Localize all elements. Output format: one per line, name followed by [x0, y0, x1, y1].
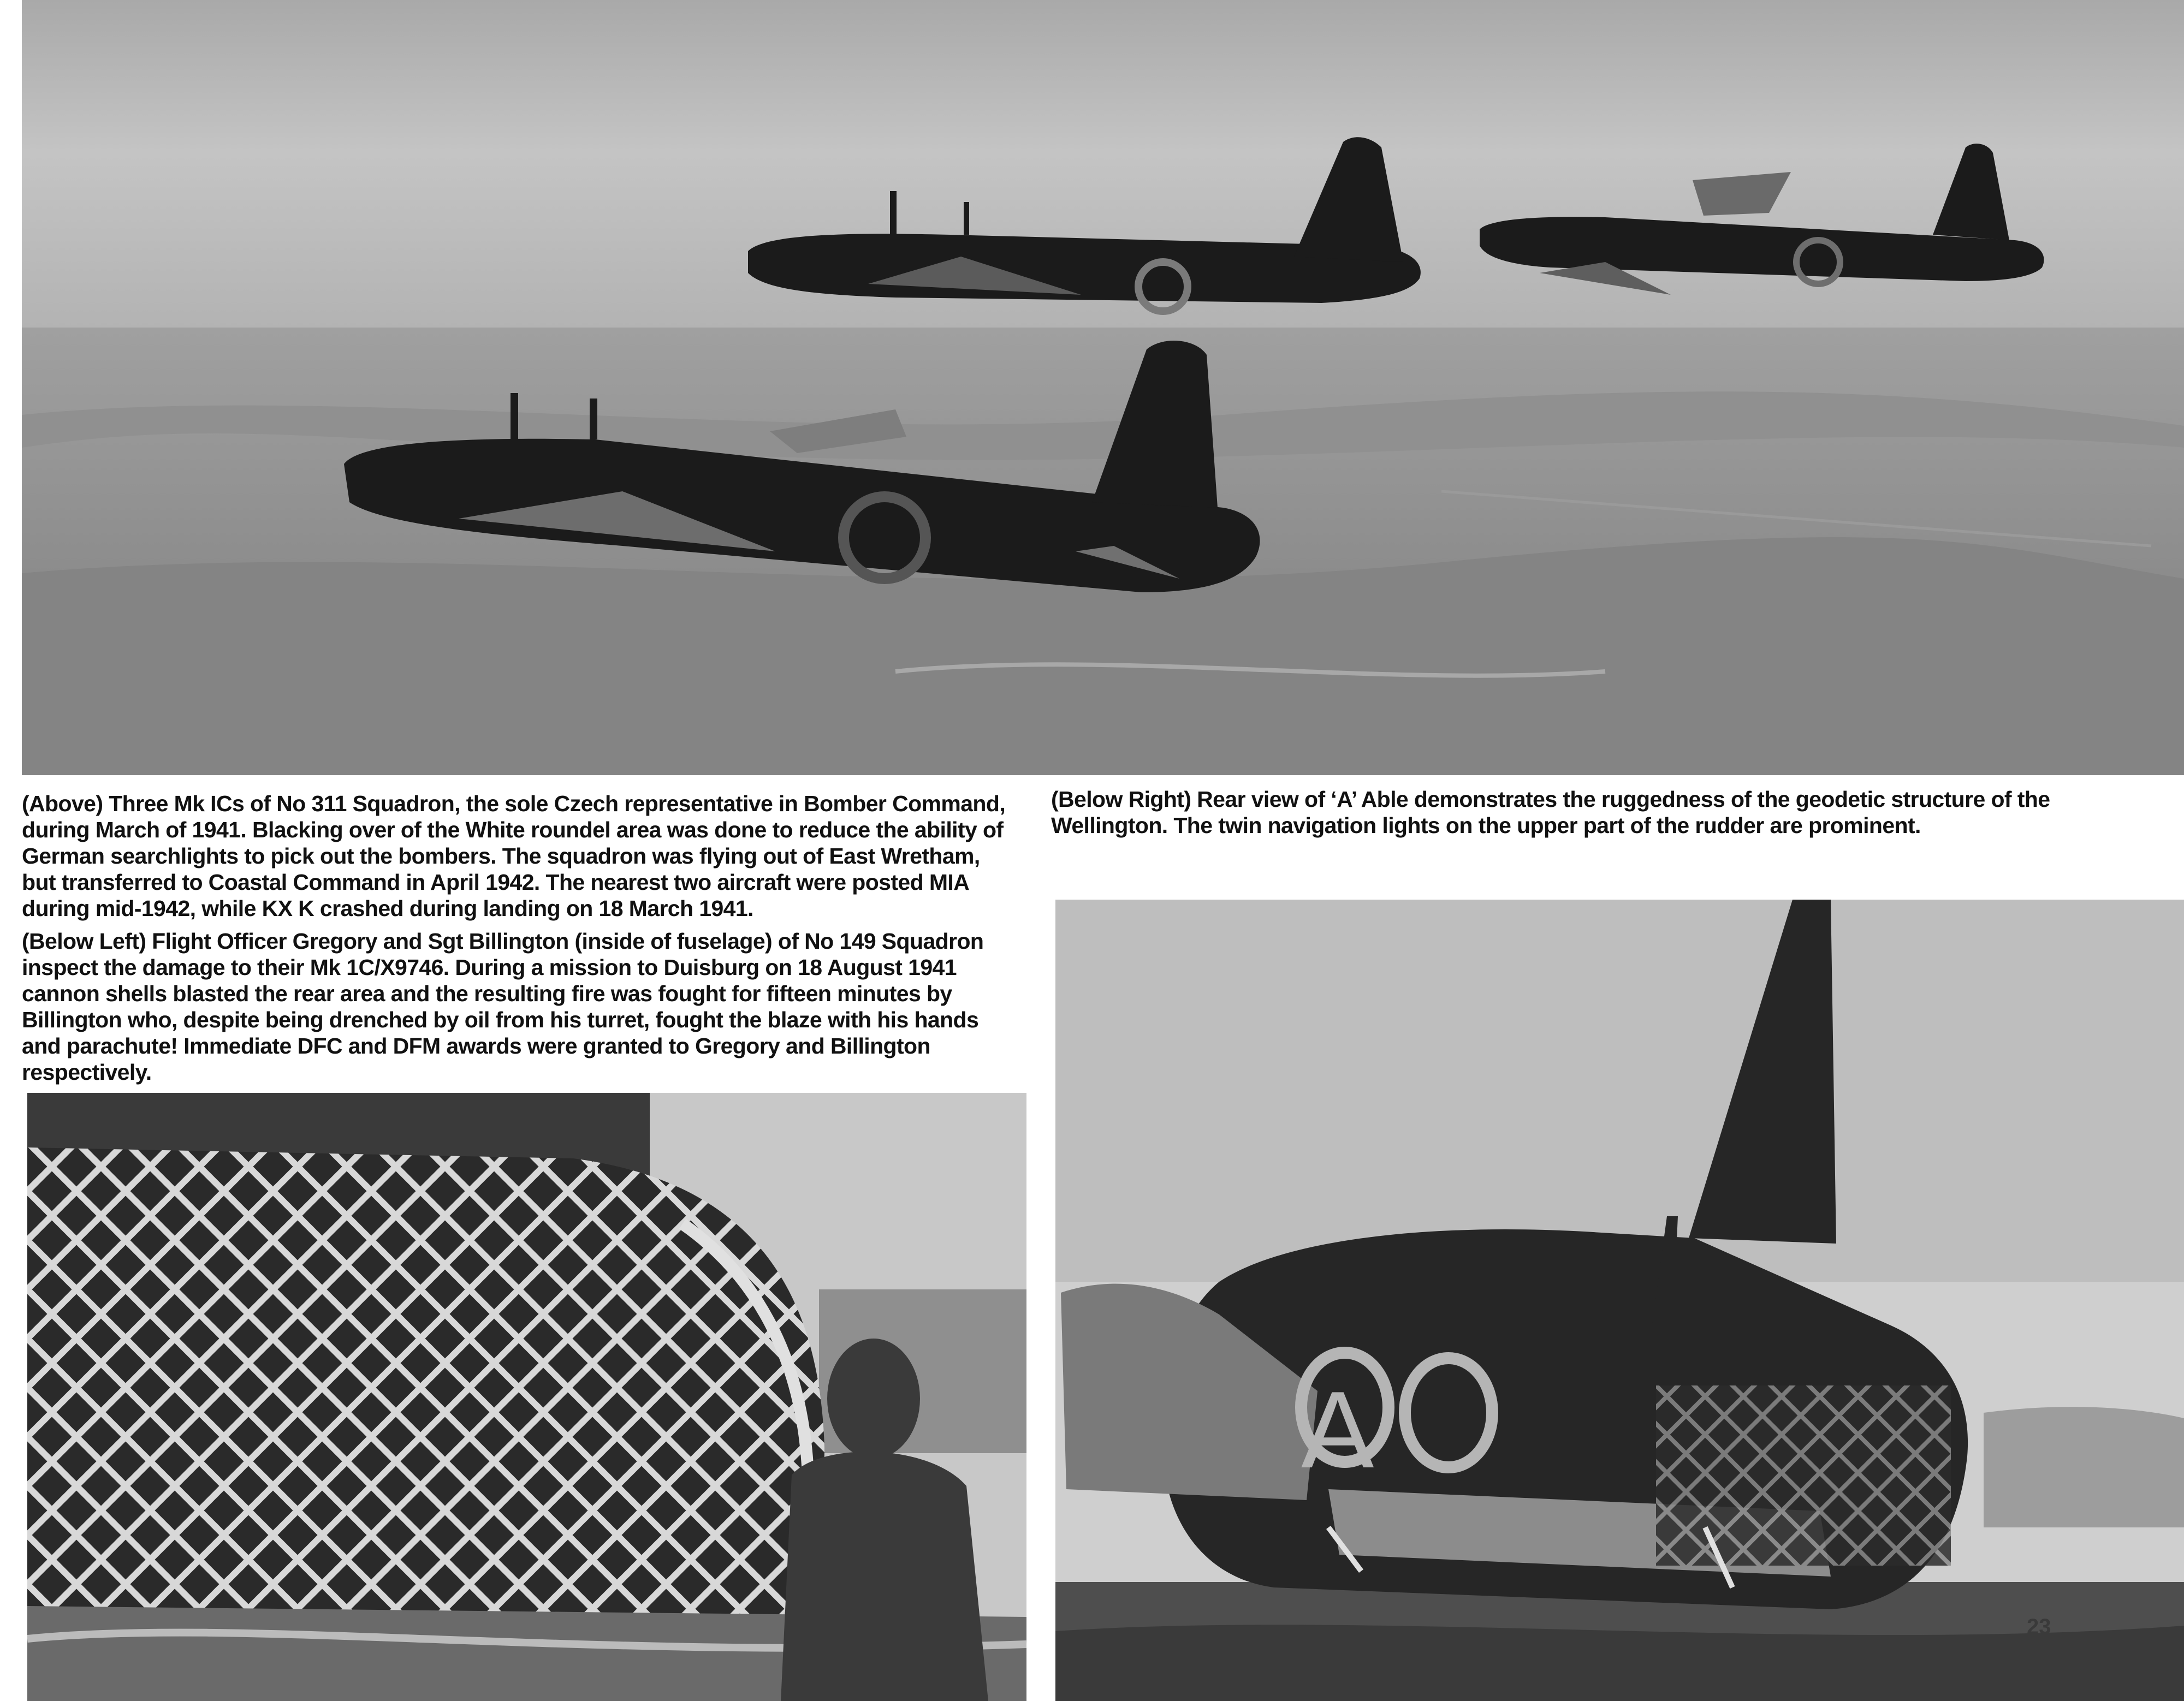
rear-view-photo: [1055, 900, 2184, 1701]
damaged-fuselage-photo: [27, 1093, 1026, 1701]
caption-below-right: (Below Right) Rear view of ‘A’ Able demonstrates the ruggedness of the geodetic structure of the Wellington. The twin navigation lights on the upper part of the rudder are prominent.: [1051, 787, 2050, 838]
caption-above: (Above) Three Mk ICs of No 311 Squadron, the sole Czech representative in Bomber Command, during March of 1941. Blacking over of the White roundel area was done to reduce the ability of German searchlights to pick out the bombers. The squadron was flying out of East Wretham, but transferred to Coastal Command in April 1942. The nearest two aircraft were posted MIA during mid-1942, while KX K crashed during landing on 18 March 1941.: [22, 791, 1006, 921]
page-number: 23: [2027, 1615, 2051, 1639]
formation-photo: [22, 0, 2184, 775]
caption-below-left: (Below Left) Flight Officer Gregory and Sgt Billington (inside of fuselage) of No 149 Squadron inspect the damage to their Mk 1C/X9746. During a mission to Duisburg on 18 August 1941 cannon shells blasted the rear area and the resulting fire was fought for fifteen minutes by Billington who, despite being drenched by oil from his turret, fought the blaze with his hands and parachute! Immediate DFC and DFM awards were granted to Gregory and Billington respectively.: [22, 929, 984, 1085]
aircraft-code-able: A: [1301, 1369, 1374, 1491]
